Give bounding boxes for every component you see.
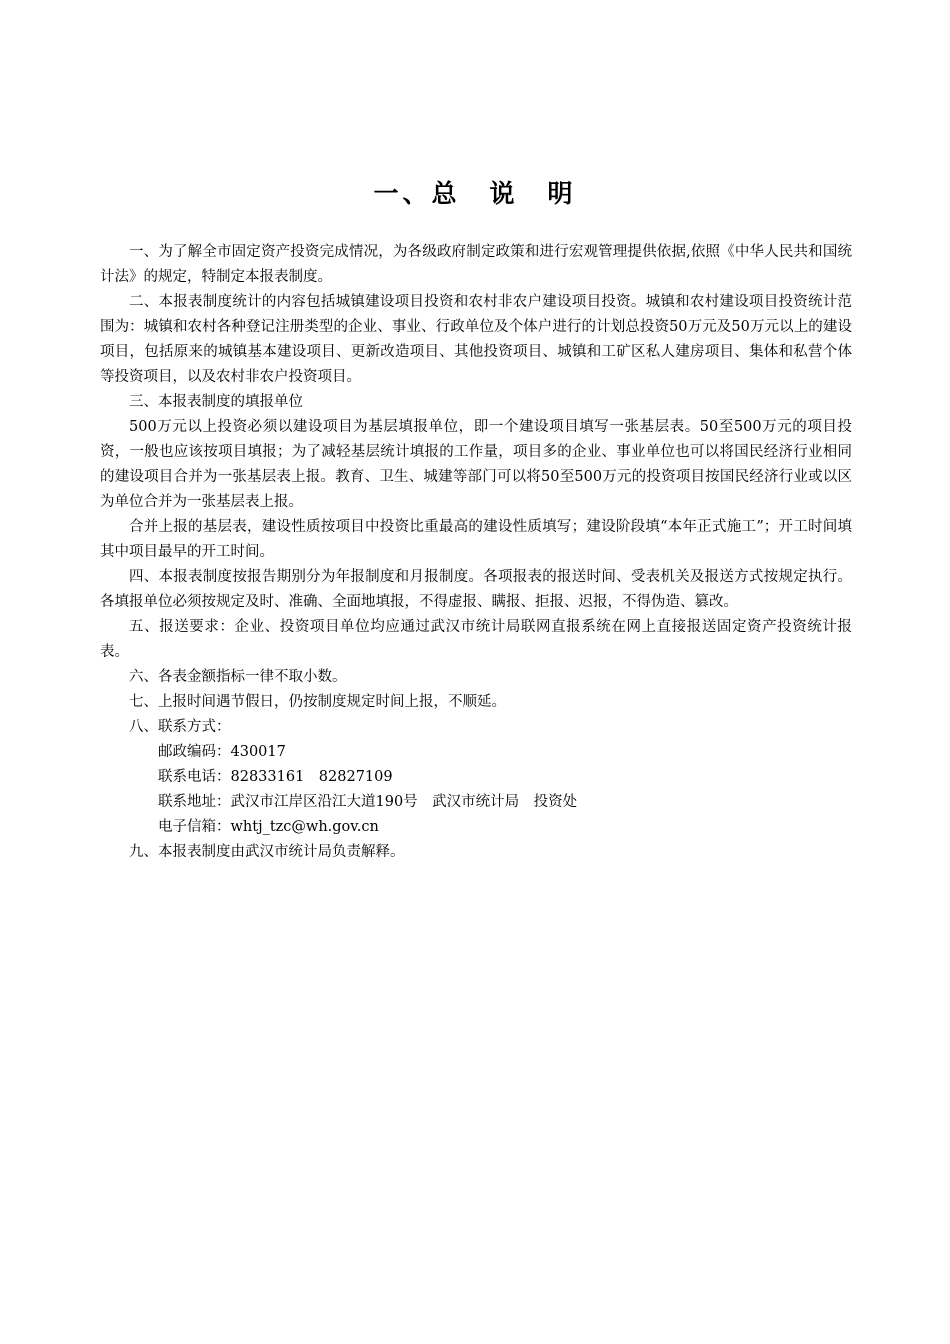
document-title: 一、总 说 明 [373,179,577,208]
paragraph-holiday-rule: 七、上报时间遇节假日，仍按制度规定时间上报，不顺延。 [129,694,506,710]
contact-email: 电子信箱：whtj_tzc@wh.gov.cn [158,819,379,835]
document-body [100,240,852,865]
contact-phone: 联系电话：82833161 82827109 [158,769,393,785]
contact-postcode: 邮政编码：430017 [158,744,286,760]
paragraph-contact-heading: 八、联系方式： [129,719,231,735]
contact-address: 联系地址：武汉市江岸区沿江大道190号 武汉市统计局 投资处 [158,794,578,810]
paragraph-report-period: 四、本报表制度按报告期别分为年报制度和月报制度。各项报表的报送时间、受表机关及报送方式按规定执行。各填报单位必须按规定及时、准确、全面地填报，不得虚报、瞒报、拒报、迟报，不得伪造、篡改。 [100,569,852,610]
paragraph-merged-report: 合并上报的基层表，建设性质按项目中投资比重最高的建设性质填写；建设阶段填“本年正式施工”；开工时间填其中项目最早的开工时间。 [100,519,852,560]
paragraph-interpretation: 九、本报表制度由武汉市统计局负责解释。 [129,844,405,860]
paragraph-purpose: 一、为了解全市固定资产投资完成情况，为各级政府制定政策和进行宏观管理提供依据,依照《中华人民共和国统计法》的规定，特制定本报表制度。 [100,244,852,285]
paragraph-submission: 五、报送要求：企业、投资项目单位均应通过武汉市统计局联网直报系统在网上直接报送固定资产投资统计报表。 [100,619,852,660]
paragraph-reporting-unit-detail: 500万元以上投资必须以建设项目为基层填报单位，即一个建设项目填写一张基层表。50至500万元的项目投资，一般也应该按项目填报；为了减轻基层统计填报的工作量，项目多的企业、事业单位也可以将国民经济行业相同的建设项目合并为一张基层表上报。教育、卫生、城建等部门可以将50至500万元的投资项目按国民经济行业或以区为单位合并为一张基层表上报。 [100,419,852,510]
paragraph-reporting-unit-heading: 三、本报表制度的填报单位 [129,394,303,410]
paragraph-scope: 二、本报表制度统计的内容包括城镇建设项目投资和农村非农户建设项目投资。城镇和农村建设项目投资统计范围为：城镇和农村各种登记注册类型的企业、事业、行政单位及个体户进行的计划总投资50万元及50万元以上的建设项目，包括原来的城镇基本建设项目、更新改造项目、其他投资项目、城镇和工矿区私人建房项目、集体和私营个体等投资项目，以及农村非农户投资项目。 [100,294,852,385]
paragraph-amount-rule: 六、各表金额指标一律不取小数。 [129,669,347,685]
